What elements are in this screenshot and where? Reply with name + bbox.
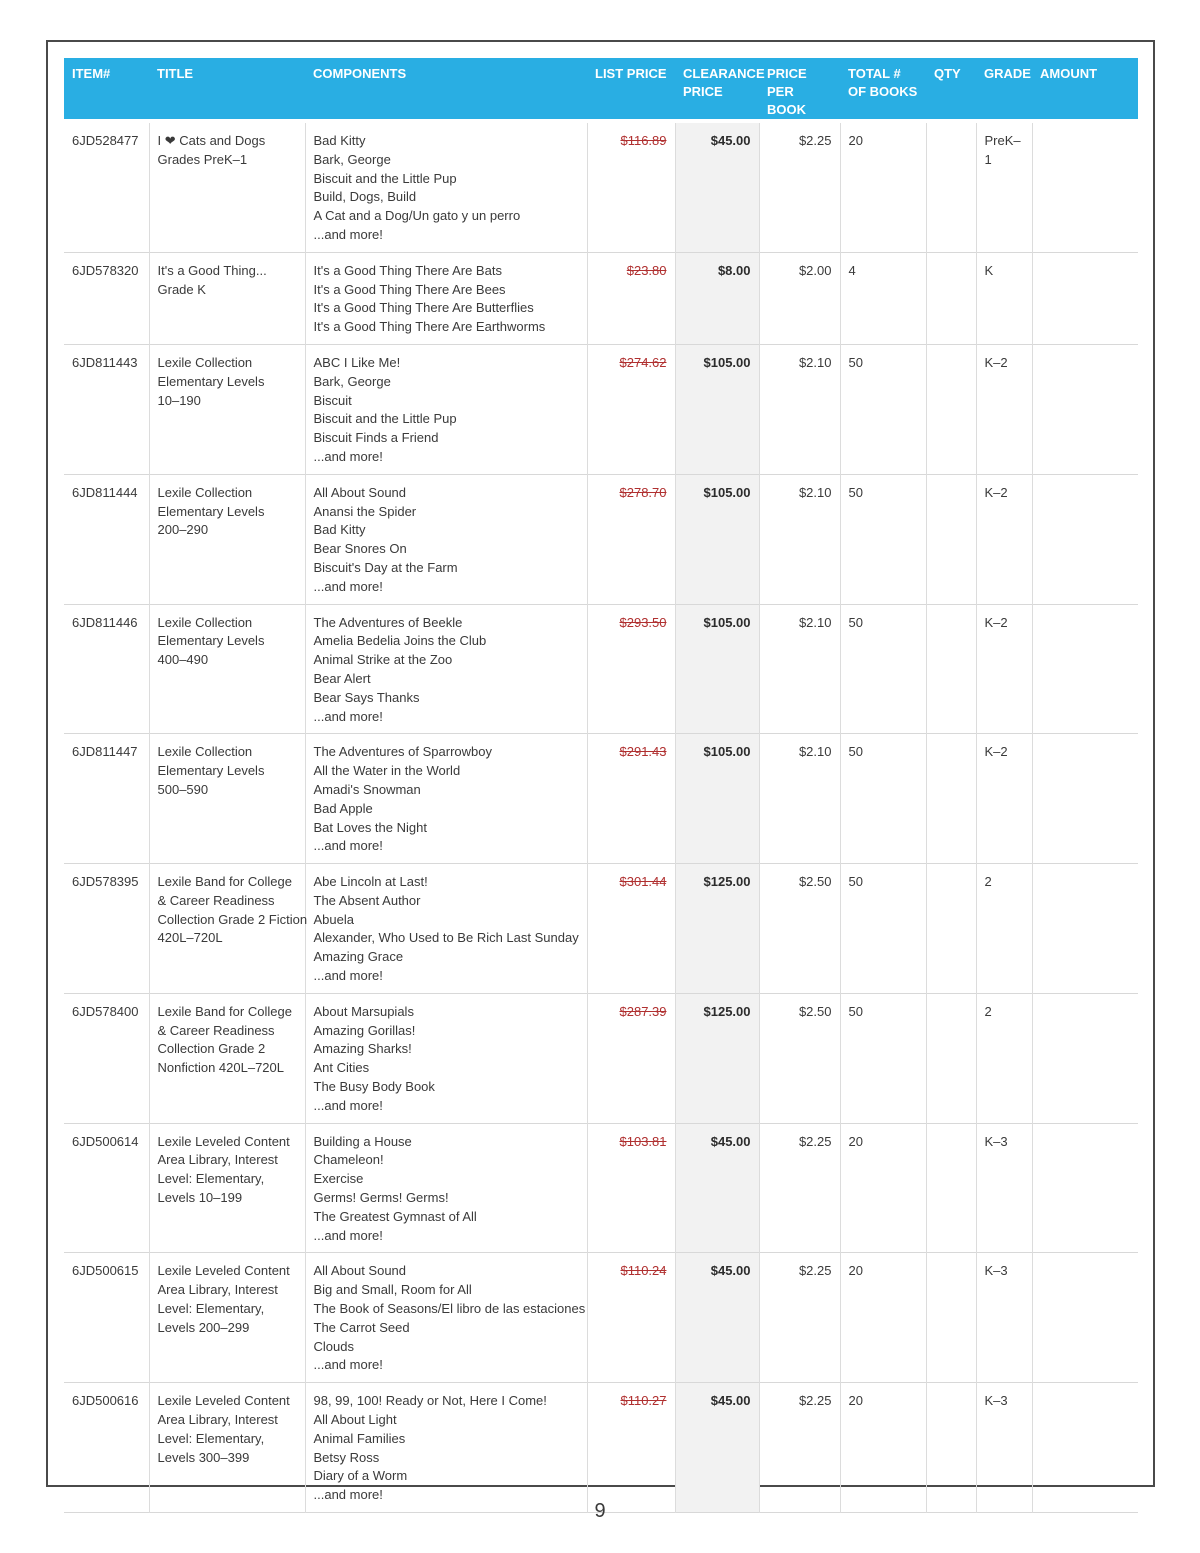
list-price-cell: $293.50 (587, 604, 675, 734)
title-line: Lexile Leveled Content (157, 1393, 290, 1409)
table-row (64, 1383, 1138, 1513)
list-price-cell: $278.70 (587, 474, 675, 604)
clearance-price-cell: $105.00 (675, 474, 759, 604)
component-title: The Adventures of Beekle (313, 614, 463, 630)
title-line: Collection Grade 2 (157, 1041, 266, 1057)
component-title: Bear Alert (313, 670, 371, 686)
qty-cell[interactable] (926, 864, 976, 994)
title-line: 200–290 (157, 522, 209, 538)
title-line: It's a Good Thing... (157, 262, 267, 278)
title-cell (149, 864, 308, 994)
component-title: ...and more! (313, 578, 383, 594)
amount-cell[interactable] (1032, 604, 1138, 734)
title-cell (149, 604, 305, 734)
component-title: Bear Snores On (313, 541, 407, 557)
list-price-cell: $116.89 (587, 123, 675, 252)
title-cell (149, 1383, 305, 1513)
total-books-cell: 50 (840, 604, 926, 734)
component-title: All the Water in the World (313, 763, 461, 779)
title-cell (149, 474, 305, 604)
title-line: Lexile Collection (157, 484, 253, 500)
component-title: Amazing Grace (313, 949, 404, 965)
component-title: Bad Apple (313, 800, 373, 816)
component-title: Abuela (313, 911, 354, 927)
title-line: Area Library, Interest (157, 1152, 278, 1168)
total-books-cell: 20 (840, 1123, 926, 1253)
title-cell (149, 1123, 305, 1253)
item-number-cell: 6JD811443 (72, 354, 138, 370)
component-title: The Adventures of Sparrowboy (313, 744, 492, 760)
component-title: Bat Loves the Night (313, 819, 427, 835)
item-number-cell: 6JD811447 (72, 744, 138, 760)
total-books-cell: 50 (840, 734, 926, 864)
title-line: Lexile Band for College (157, 874, 292, 890)
component-title: ...and more! (313, 1487, 383, 1503)
component-title: Animal Families (313, 1430, 406, 1446)
component-title: Biscuit and the Little Pup (313, 170, 457, 186)
clearance-price-cell: $105.00 (675, 734, 759, 864)
components-cell (305, 1123, 587, 1253)
title-line: Lexile Collection (157, 614, 253, 630)
grade-cell: K–2 (976, 734, 1032, 864)
title-line: Elementary Levels (157, 503, 265, 519)
title-line: Elementary Levels (157, 633, 265, 649)
components-cell (305, 252, 587, 344)
qty-cell[interactable] (926, 1383, 976, 1513)
grade-cell: 2 (976, 993, 1032, 1123)
total-books-cell: 4 (840, 252, 926, 344)
amount-cell[interactable] (1032, 123, 1138, 252)
component-title: Exercise (313, 1171, 364, 1187)
catalog-table (64, 58, 1138, 1513)
component-title: Germs! Germs! Germs! (313, 1190, 449, 1206)
component-title: ...and more! (313, 226, 383, 242)
list-price-cell: $110.24 (587, 1253, 675, 1383)
total-books-cell: 50 (840, 993, 926, 1123)
title-cell (149, 993, 305, 1123)
component-title: ABC I Like Me! (313, 354, 401, 370)
column-header-qty: QTY (934, 66, 961, 81)
component-title: Biscuit Finds a Friend (313, 430, 439, 446)
title-line: Lexile Collection (157, 744, 253, 760)
column-header-grade: GRADE (984, 66, 1031, 81)
grade-cell: K (976, 252, 1032, 344)
list-price-cell: $301.44 (587, 864, 675, 994)
component-title: ...and more! (313, 448, 383, 464)
price-per-book-cell: $2.25 (759, 123, 840, 252)
title-line: I ❤ Cats and Dogs (157, 133, 266, 148)
components-cell (305, 1253, 587, 1383)
item-number-cell: 6JD578395 (72, 874, 139, 890)
title-line: Elementary Levels (157, 763, 265, 779)
amount-cell[interactable] (1032, 1383, 1138, 1513)
clearance-price-cell: $45.00 (675, 123, 759, 252)
title-line: & Career Readiness (157, 1022, 275, 1038)
grade-cell: K–2 (976, 344, 1032, 474)
title-line: 10–190 (157, 392, 201, 408)
component-title: 98, 99, 100! Ready or Not, Here I Come! (313, 1393, 547, 1409)
column-header-amount: AMOUNT (1040, 66, 1098, 81)
components-cell (305, 604, 587, 734)
title-line: 400–490 (157, 652, 209, 668)
table-row (64, 993, 1138, 1123)
amount-cell[interactable] (1032, 474, 1138, 604)
component-title: It's a Good Thing There Are Bees (313, 281, 506, 297)
component-title: The Greatest Gymnast of All (313, 1208, 477, 1224)
title-cell (149, 252, 305, 344)
components-cell (305, 344, 587, 474)
component-title: Chameleon! (313, 1152, 384, 1168)
price-per-book-cell: $2.25 (759, 1123, 840, 1253)
components-cell (305, 123, 587, 252)
table-row (64, 123, 1138, 252)
clearance-price-cell: $105.00 (675, 604, 759, 734)
item-number-cell: 6JD500615 (72, 1263, 139, 1279)
component-title: Bark, George (313, 151, 391, 167)
title-line: Elementary Levels (157, 373, 265, 389)
table-row (64, 1123, 1138, 1253)
component-title: ...and more! (313, 1357, 383, 1373)
component-title: Clouds (313, 1338, 354, 1354)
column-header-item: ITEM# (72, 66, 111, 81)
component-title: The Book of Seasons/El libro de las estaciones (313, 1301, 586, 1317)
title-line: Levels 300–399 (157, 1449, 250, 1465)
grade-cell: K–2 (976, 604, 1032, 734)
total-books-cell: 20 (840, 1383, 926, 1513)
title-line: Collection Grade 2 Fiction (157, 911, 308, 927)
component-title: Bark, George (313, 373, 391, 389)
component-title: Bad Kitty (313, 133, 366, 148)
title-line: & Career Readiness (157, 892, 275, 908)
component-title: ...and more! (313, 1227, 383, 1243)
component-title: It's a Good Thing There Are Butterflies (313, 300, 534, 316)
components-cell (305, 1383, 587, 1513)
component-title: The Busy Body Book (313, 1079, 435, 1095)
price-per-book-cell: $2.10 (759, 734, 840, 864)
title-line: Level: Elementary, (157, 1301, 265, 1317)
item-number-cell: 6JD500616 (72, 1393, 139, 1409)
list-price-cell: $110.27 (587, 1383, 675, 1513)
qty-cell[interactable] (926, 123, 976, 252)
component-title: All About Sound (313, 484, 407, 500)
qty-cell[interactable] (926, 734, 976, 864)
qty-cell[interactable] (926, 1123, 976, 1253)
table-row (64, 864, 1138, 994)
amount-cell[interactable] (1032, 993, 1138, 1123)
total-books-cell: 50 (840, 344, 926, 474)
table-row (64, 604, 1138, 734)
list-price-cell: $291.43 (587, 734, 675, 864)
title-cell (149, 1253, 305, 1383)
price-per-book-cell: $2.50 (759, 993, 840, 1123)
table-row (64, 344, 1138, 474)
table-header (64, 58, 1138, 123)
qty-cell[interactable] (926, 604, 976, 734)
component-title: ...and more! (313, 1097, 383, 1113)
item-number-cell: 6JD811446 (72, 614, 138, 630)
title-line: Levels 10–199 (157, 1190, 243, 1206)
component-title: Big and Small, Room for All (313, 1282, 472, 1298)
component-title: Abe Lincoln at Last! (313, 874, 428, 890)
table-row (64, 474, 1138, 604)
component-title: It's a Good Thing There Are Bats (313, 262, 502, 278)
component-title: ...and more! (313, 838, 383, 854)
component-title: ...and more! (313, 968, 383, 984)
title-line: Grade K (157, 281, 206, 297)
component-title: Building a House (313, 1133, 412, 1149)
title-line: Lexile Leveled Content (157, 1133, 290, 1149)
clearance-price-cell: $105.00 (675, 344, 759, 474)
total-books-cell: 50 (840, 864, 926, 994)
component-title: Diary of a Worm (313, 1468, 408, 1484)
component-title: Build, Dogs, Build (313, 189, 417, 205)
item-number-cell: 6JD578320 (72, 262, 139, 278)
component-title: Animal Strike at the Zoo (313, 652, 453, 668)
clearance-price-cell: $125.00 (675, 993, 759, 1123)
grade-cell: K–3 (976, 1123, 1032, 1253)
title-line: 500–590 (157, 781, 209, 797)
amount-cell[interactable] (1032, 864, 1138, 994)
components-cell (305, 993, 587, 1123)
list-price-cell: $23.80 (587, 252, 675, 344)
title-line: Lexile Collection (157, 354, 253, 370)
component-title: ...and more! (313, 708, 383, 724)
grade-cell: PreK–1 (976, 123, 1032, 252)
column-header-list-price: LIST PRICE (595, 66, 667, 81)
components-cell (305, 474, 587, 604)
title-line: 420L–720L (157, 930, 223, 946)
clearance-price-cell: $45.00 (675, 1383, 759, 1513)
clearance-price-cell: $45.00 (675, 1253, 759, 1383)
column-header-clearance-price: CLEARANCE PRICE (683, 66, 765, 99)
list-price-cell: $274.62 (587, 344, 675, 474)
component-title: Biscuit (313, 392, 352, 408)
component-title: About Marsupials (313, 1003, 414, 1019)
component-title: It's a Good Thing There Are Earthworms (313, 319, 546, 335)
title-line: Level: Elementary, (157, 1430, 265, 1446)
component-title: All About Sound (313, 1263, 407, 1279)
item-number-cell: 6JD811444 (72, 484, 138, 500)
title-line: Lexile Band for College (157, 1003, 292, 1019)
amount-cell[interactable] (1032, 1123, 1138, 1253)
title-line: Lexile Leveled Content (157, 1263, 290, 1279)
column-header-price-per-book: PRICE PER BOOK (767, 66, 807, 117)
component-title: Alexander, Who Used to Be Rich Last Sunday (313, 930, 579, 946)
component-title: Amazing Gorillas! (313, 1022, 416, 1038)
components-cell (305, 734, 587, 864)
component-title: Amadi's Snowman (313, 781, 421, 797)
title-cell (149, 734, 305, 864)
total-books-cell: 50 (840, 474, 926, 604)
total-books-cell: 20 (840, 1253, 926, 1383)
component-title: A Cat and a Dog/Un gato y un perro (313, 208, 521, 224)
component-title: Biscuit and the Little Pup (313, 411, 457, 427)
qty-cell[interactable] (926, 993, 976, 1123)
component-title: Amazing Sharks! (313, 1041, 412, 1057)
component-title: Anansi the Spider (313, 503, 417, 519)
title-line: Area Library, Interest (157, 1282, 278, 1298)
item-number-cell: 6JD578400 (72, 1003, 139, 1019)
price-per-book-cell: $2.25 (759, 1383, 840, 1513)
component-title: Ant Cities (313, 1060, 370, 1076)
item-number-cell: 6JD500614 (72, 1133, 139, 1149)
component-title: Amelia Bedelia Joins the Club (313, 633, 487, 649)
grade-cell: K–3 (976, 1383, 1032, 1513)
title-cell (149, 123, 305, 252)
grade-cell: K–3 (976, 1253, 1032, 1383)
total-books-cell: 20 (840, 123, 926, 252)
price-per-book-cell: $2.00 (759, 252, 840, 344)
table-row (64, 1253, 1138, 1383)
price-per-book-cell: $2.10 (759, 474, 840, 604)
price-per-book-cell: $2.25 (759, 1253, 840, 1383)
list-price-cell: $103.81 (587, 1123, 675, 1253)
component-title: All About Light (313, 1412, 397, 1428)
components-cell (305, 864, 587, 994)
component-title: Bad Kitty (313, 522, 366, 538)
table-row (64, 252, 1138, 344)
qty-cell[interactable] (926, 252, 976, 344)
title-line: Nonfiction 420L–720L (157, 1060, 284, 1076)
price-per-book-cell: $2.10 (759, 604, 840, 734)
amount-cell[interactable] (1032, 734, 1138, 864)
list-price-cell: $287.39 (587, 993, 675, 1123)
title-line: Levels 200–299 (157, 1319, 250, 1335)
clearance-price-cell: $45.00 (675, 1123, 759, 1253)
page-number: 9 (594, 1500, 606, 1522)
grade-cell: 2 (976, 864, 1032, 994)
qty-cell[interactable] (926, 344, 976, 474)
page-frame (46, 40, 1155, 1503)
amount-cell[interactable] (1032, 344, 1138, 474)
qty-cell[interactable] (926, 474, 976, 604)
table-row (64, 734, 1138, 864)
qty-cell[interactable] (926, 1253, 976, 1383)
title-line: Level: Elementary, (157, 1171, 265, 1187)
component-title: The Carrot Seed (313, 1319, 410, 1335)
table-body (64, 123, 1138, 1513)
column-header-components: COMPONENTS (313, 66, 407, 81)
title-line: Area Library, Interest (157, 1412, 278, 1428)
clearance-price-cell: $125.00 (675, 864, 759, 994)
component-title: Bear Says Thanks (313, 689, 420, 705)
column-header-title: TITLE (157, 66, 194, 81)
item-number-cell: 6JD528477 (72, 133, 139, 148)
component-title: Biscuit's Day at the Farm (313, 559, 458, 575)
price-per-book-cell: $2.10 (759, 344, 840, 474)
price-per-book-cell: $2.50 (759, 864, 840, 994)
clearance-price-cell: $8.00 (675, 252, 759, 344)
title-line: Grades PreK–1 (157, 151, 248, 167)
amount-cell[interactable] (1032, 252, 1138, 344)
title-cell (149, 344, 305, 474)
grade-cell: K–2 (976, 474, 1032, 604)
component-title: The Absent Author (313, 892, 421, 908)
component-title: Betsy Ross (313, 1449, 380, 1465)
column-header-total-books: TOTAL # OF BOOKS (848, 66, 918, 99)
amount-cell[interactable] (1032, 1253, 1138, 1383)
